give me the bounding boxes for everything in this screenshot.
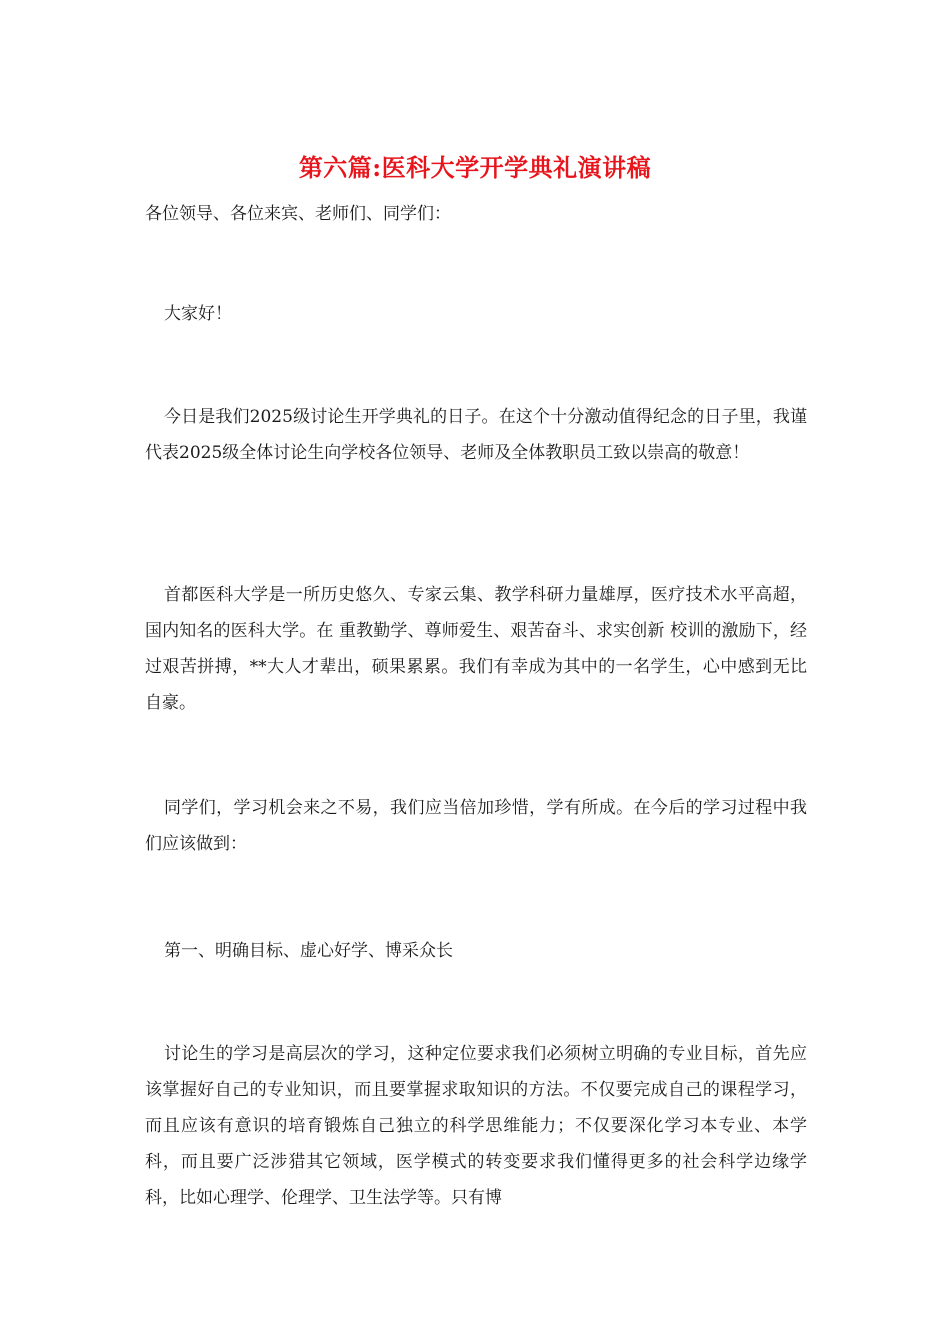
document-title: 第六篇:医科大学开学典礼演讲稿 (298, 153, 652, 182)
section-heading-first: 第一、明确目标、虚心好学、博采众长 (164, 941, 453, 961)
paragraph-intro: 今日是我们2025级讨论生开学典礼的日子。在这个十分激动值得纪念的日子里，我谨代表2025级全体讨论生向学校各位领导、老师及全体教职员工致以崇高的敬意！ (145, 407, 807, 463)
salutation: 各位领导、各位来宾、老师们、同学们： (145, 204, 451, 224)
paragraph-study: 同学们，学习机会来之不易，我们应当倍加珍惜，学有所成。在今后的学习过程中我们应该做到： (145, 798, 807, 854)
greeting: 大家好！ (164, 304, 232, 324)
paragraph-university: 首都医科大学是一所历史悠久、专家云集、教学科研力量雄厚，医疗技术水平高超，国内知名的医科大学。在 重教勤学、尊师爱生、艰苦奋斗、求实创新 校训的激励下，经过艰苦拼搏，**大人才辈出，硕果累累。我们有幸成为其中的一名学生，心中感到无比自豪。 (145, 585, 807, 713)
paragraph-graduate-study: 讨论生的学习是高层次的学习，这种定位要求我们必须树立明确的专业目标，首先应该掌握好自己的专业知识，而且要掌握求取知识的方法。不仅要完成自己的课程学习，而且应该有意识的培育锻炼自己独立的科学思维能力；不仅要深化学习本专业、本学科，而且要广泛涉猎其它领域，医学模式的转变要求我们懂得更多的社会科学边缘学科，比如心理学、伦理学、卫生法学等。只有博 (145, 1044, 807, 1208)
